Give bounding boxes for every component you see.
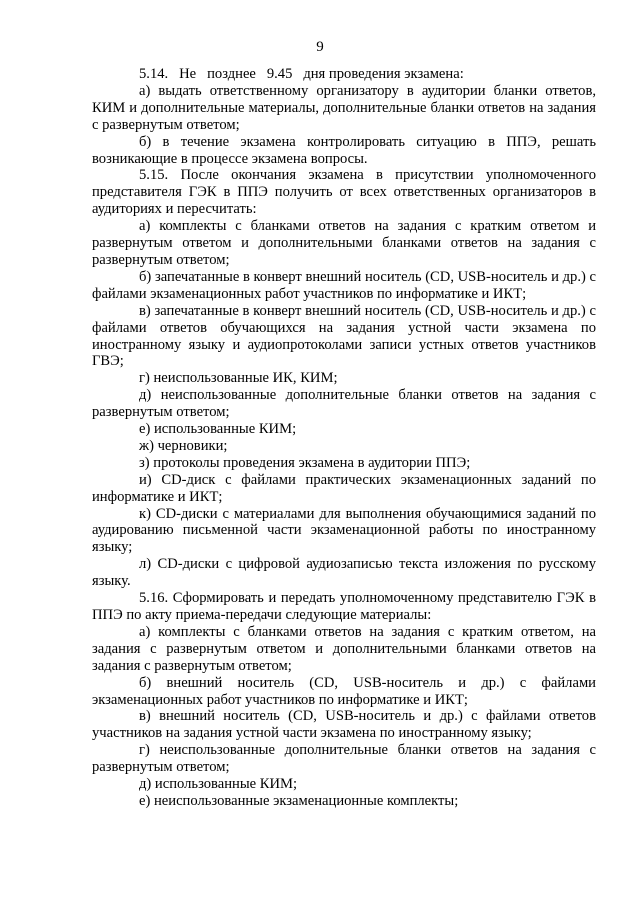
- paragraph-5-15-i: и) CD-диск с файлами практических экзаменационных заданий по информатике и ИКТ;: [92, 471, 596, 505]
- paragraph-5-15-e: е) использованные КИМ;: [139, 421, 297, 438]
- paragraph-5-16-g: г) неиспользованные дополнительные бланки ответов на задания с развернутым ответом;: [92, 742, 596, 776]
- paragraph-5-15-l: л) CD-диски с цифровой аудиозаписью текста изложения по русскому языку.: [92, 556, 596, 590]
- paragraph-5-15-b: б) запечатанные в конверт внешний носитель (CD, USB-носитель и др.) с файлами экзаменационных работ участников по информатике и ИКТ;: [92, 268, 596, 302]
- paragraph-5-14-a: а) выдать ответственному организатору в аудитории бланки ответов, КИМ и дополнительные материалы, дополнительные бланки ответов на задания с развернутым ответом;: [92, 82, 596, 133]
- paragraph-5-14-b: б) в течение экзамена контролировать ситуацию в ППЭ, решать возникающие в процессе экзамена вопросы.: [92, 133, 596, 167]
- paragraph-5-15-zh: ж) черновики;: [139, 437, 228, 454]
- paragraph-5-16-a: а) комплекты с бланками ответов на задания с кратким ответом, на задания с развернутым ответом и дополнительными бланками ответов на задания с развернутым ответом;: [92, 623, 596, 674]
- page-number: 9: [316, 39, 324, 55]
- paragraph-5-16-v: в) внешний носитель (CD, USB-носитель и др.) с файлами ответов участников на задания устной части экзамена по иностранному языку;: [92, 708, 596, 742]
- paragraph-5-15: 5.15. После окончания экзамена в присутствии уполномоченного представителя ГЭК в ППЭ получить от всех ответственных организаторов в аудиториях и пересчитать:: [92, 167, 596, 218]
- paragraph-5-16-e: е) неиспользованные экзаменационные комплекты;: [139, 792, 459, 809]
- document-body: [92, 66, 596, 810]
- paragraph-5-15-g: г) неиспользованные ИК, КИМ;: [139, 370, 338, 387]
- paragraph-5-16-d: д) использованные КИМ;: [139, 776, 298, 793]
- paragraph-5-15-d: д) неиспользованные дополнительные бланки ответов на задания с развернутым ответом;: [92, 387, 596, 421]
- paragraph-5-15-k: к) CD-диски с материалами для выполнения обучающимися заданий по аудированию письменной части экзаменационной работы по иностранному языку;: [92, 505, 596, 556]
- paragraph-5-15-z: з) протоколы проведения экзамена в аудитории ППЭ;: [139, 454, 471, 471]
- paragraph-5-14: 5.14. Не позднее 9.45 дня проведения экзамена:: [139, 66, 464, 82]
- paragraph-5-15-a: а) комплекты с бланками ответов на задания с кратким ответом и развернутым ответом и дополнительными бланками ответов на задания с развернутым ответом;: [92, 218, 596, 268]
- paragraph-5-16: 5.16. Сформировать и передать уполномоченному представителю ГЭК в ППЭ по акту приема-передачи следующие материалы:: [92, 590, 596, 623]
- paragraph-5-15-v: в) запечатанные в конверт внешний носитель (CD, USB-носитель и др.) с файлами ответов обучающихся на задания устной части экзамена по иностранному языку и аудиопротоколами записи устных ответов участников ГВЭ;: [92, 302, 596, 370]
- paragraph-5-16-b: б) внешний носитель (CD, USB-носитель и др.) с файлами экзаменационных работ участников по информатике и ИКТ;: [92, 674, 596, 708]
